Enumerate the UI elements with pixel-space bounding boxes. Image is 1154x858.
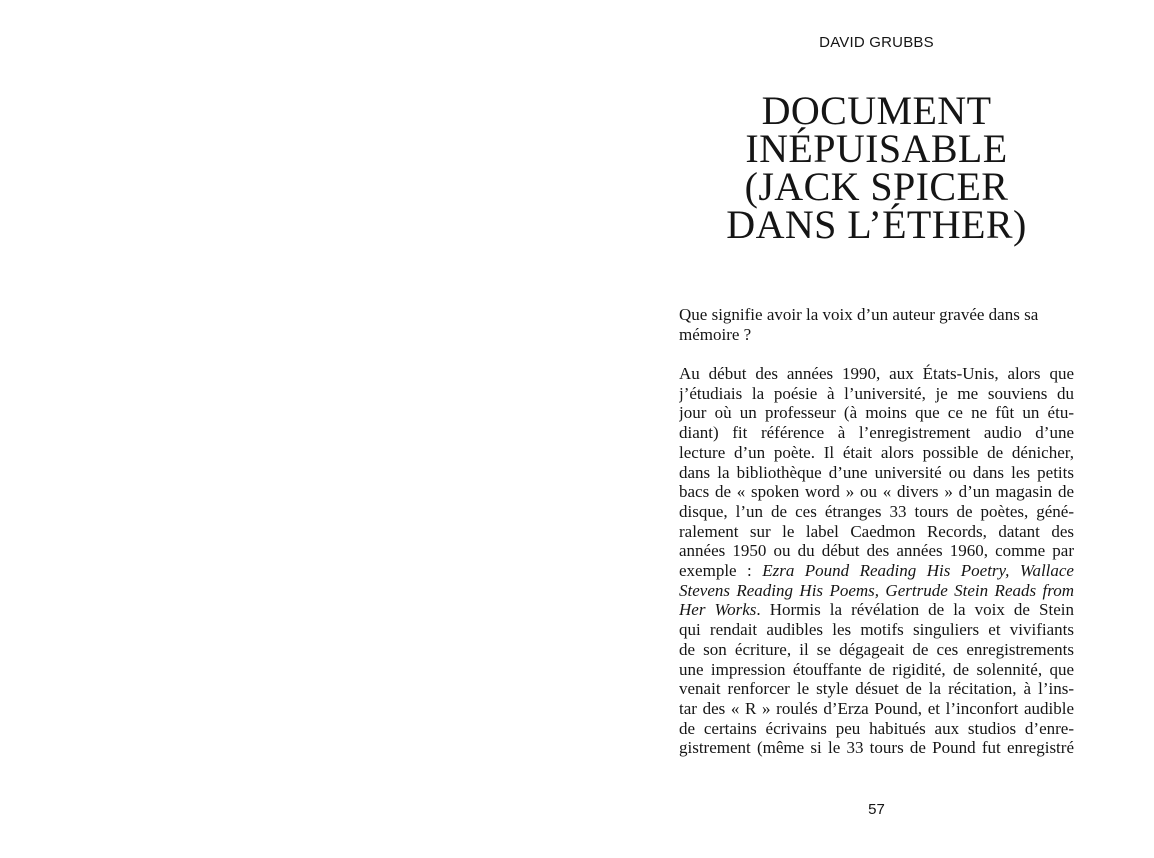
body-line: ralement sur le label Caedmon Records, datant des [679, 521, 1074, 541]
body-line: venait renforcer le style désuet de la récitation, à l’ins- [679, 679, 1074, 699]
chapter-title-line: INÉPUISABLE [745, 126, 1008, 171]
body-line: de certains écrivains peu habitués aux studios d’enre- [679, 718, 1074, 738]
body-line: disque, l’un de ces étranges 33 tours de poètes, géné- [679, 501, 1074, 521]
chapter-title [577, 88, 1154, 247]
body-line-with-italic [679, 600, 1074, 620]
body-line: de son écriture, il se dégageait de ces enregistrements [679, 639, 1074, 659]
chapter-title-line: DANS L’ÉTHER) [726, 202, 1027, 247]
right-page [577, 0, 1154, 858]
chapter-title-line: DOCUMENT [761, 88, 992, 133]
body-text-segment: . Hormis la révélation de la voix de Stein [756, 600, 1074, 620]
body-line: qui rendait audibles les motifs singuliers et vivifiants [679, 620, 1074, 640]
body-line: gistrement (même si le 33 tours de Pound fut enregistré [679, 738, 1074, 758]
body-line: Au début des années 1990, aux États-Unis, alors que [679, 364, 1074, 383]
body-line: jour où un professeur (à moins que ce ne fût un étu- [679, 403, 1074, 423]
italic-book-titles: Ezra Pound Reading His Poetry, Wallace [762, 561, 1074, 581]
body-line: lecture d’un poète. Il était alors possible de dénicher, [679, 442, 1074, 462]
page-number: 57 [868, 801, 885, 818]
body-line: j’étudiais la poésie à l’université, je me souviens du [679, 383, 1074, 403]
italic-book-titles: Stevens Reading His Poems, Gertrude Stein Reads from [679, 580, 1074, 600]
body-line: diant) fit référence à l’enregistrement audio d’une [679, 423, 1074, 443]
body-paragraph [679, 364, 1074, 758]
body-text-segment: exemple : [679, 561, 763, 581]
body-line: bacs de « spoken word » ou « divers » d’un magasin de [679, 482, 1074, 502]
body-line-with-italic [679, 561, 1074, 581]
body-line: dans la bibliothèque d’une université ou dans les petits [679, 462, 1074, 482]
lead-question: Que signifie avoir la voix d’un auteur gravée dans sa mémoire ? [679, 305, 1039, 344]
chapter-title-line: (JACK SPICER [744, 164, 1009, 209]
body-line: une impression étouffante de rigidité, de solennité, que [679, 659, 1074, 679]
italic-book-titles: Her Works [679, 600, 757, 620]
body-line-with-italic [679, 581, 1074, 601]
body-line: années 1950 ou du début des années 1960, comme par [679, 541, 1074, 561]
body-line: tar des « R » roulés d’Erza Pound, et l’inconfort audible [679, 698, 1074, 718]
running-head-author: DAVID GRUBBS [819, 34, 934, 51]
